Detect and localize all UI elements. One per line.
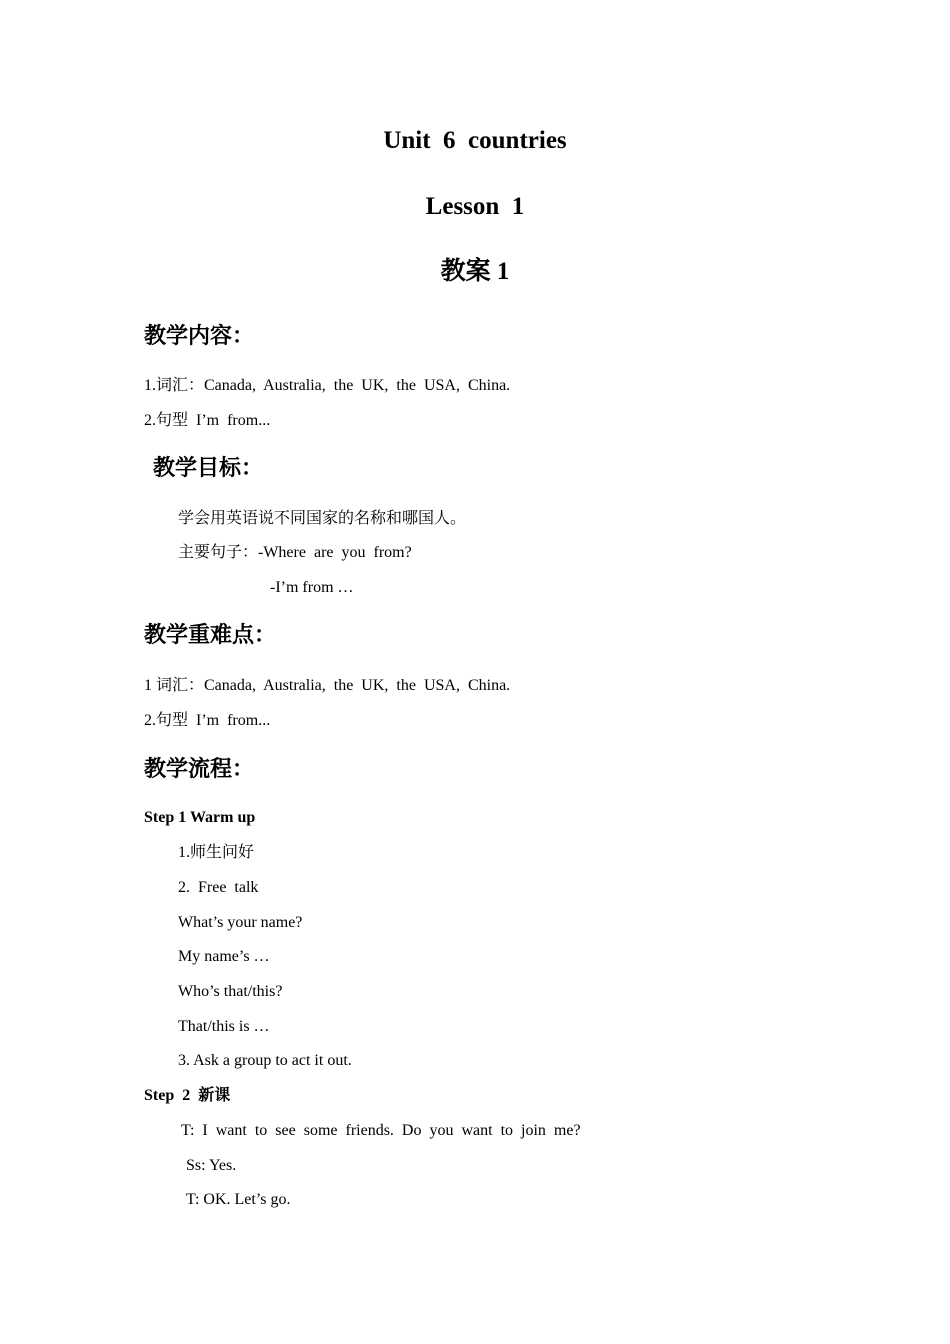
content-sentence: 2.句型 I’m from... xyxy=(144,412,271,429)
step1-title: Step 1 Warm up xyxy=(144,809,256,826)
content-heading: 教学内容： xyxy=(144,324,255,349)
plan-title: 教案 1 xyxy=(440,258,510,285)
key-points-sentence: 2.句型 I’m from... xyxy=(144,712,271,729)
procedure-heading: 教学流程： xyxy=(144,757,255,782)
step1-line: 2. Free talk xyxy=(178,879,259,896)
step1-line: 3. Ask a group to act it out. xyxy=(178,1052,352,1069)
objectives-answer: -I’m from … xyxy=(270,579,354,596)
key-points-heading: 教学重难点： xyxy=(144,623,277,648)
objectives-goal: 学会用英语说不同国家的名称和哪国人。 xyxy=(178,510,467,527)
step1-line: What’s your name? xyxy=(178,914,303,931)
step2-title: Step 2 新课 xyxy=(144,1087,231,1104)
key-points-vocabulary: 1 词汇：Canada, Australia, the UK, the USA, China. xyxy=(144,677,511,694)
step2-line: T: I want to see some friends. Do you want to join me? xyxy=(181,1122,581,1139)
content-vocabulary: 1.词汇：Canada, Australia, the UK, the USA, China. xyxy=(144,377,511,394)
lesson-title: Lesson 1 xyxy=(425,193,525,220)
objectives-heading: 教学目标： xyxy=(153,456,264,481)
step1-line: 1.师生问好 xyxy=(178,844,255,861)
step1-line: Who’s that/this? xyxy=(178,983,283,1000)
unit-title: Unit 6 countries xyxy=(383,127,567,154)
step2-line: T: OK. Let’s go. xyxy=(186,1191,291,1208)
step2-line: Ss: Yes. xyxy=(186,1157,237,1174)
step1-line: That/this is … xyxy=(178,1018,270,1035)
step1-line: My name’s … xyxy=(178,948,270,965)
objectives-main-sentence: 主要句子：-Where are you from? xyxy=(178,544,412,561)
